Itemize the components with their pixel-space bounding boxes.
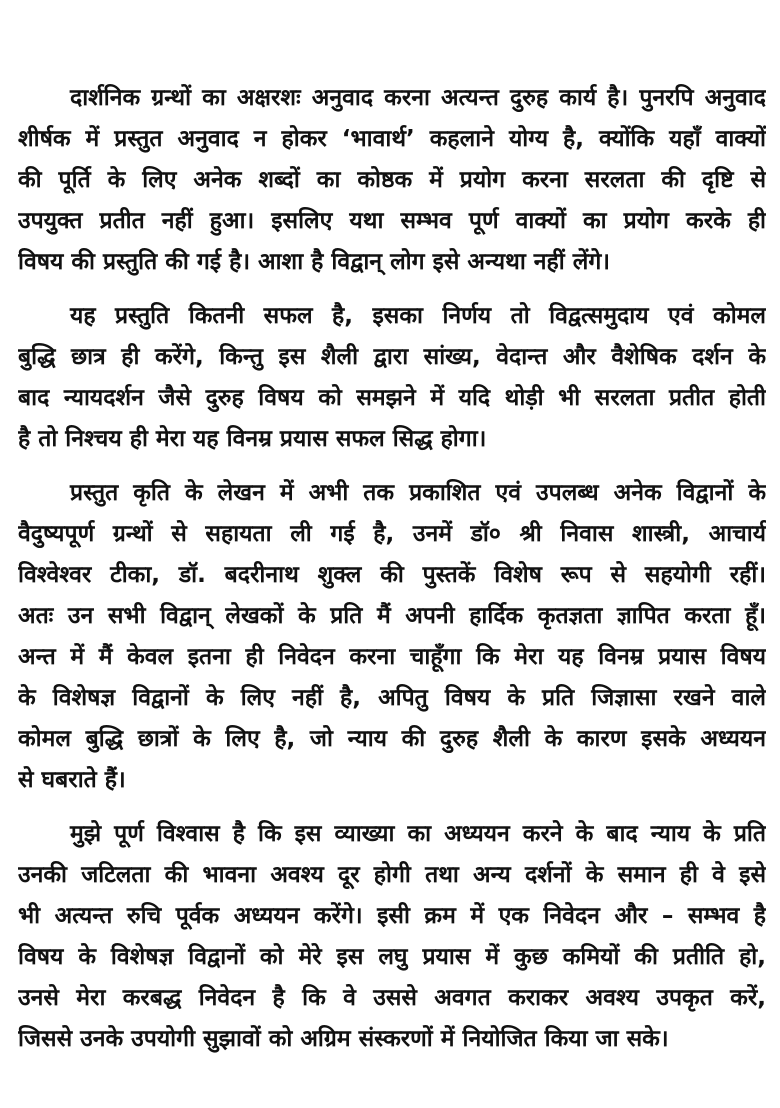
text-line: विश्वेश्वर टीका, डॉ. बदरीनाथ शुक्ल की पुस्तकें विशेष रूप से सहयोगी रहीं। (18, 562, 766, 588)
paragraph-2 (18, 296, 766, 460)
text-line: के विशेषज्ञ विद्वानों के लिए नहीं है, अपितु विषय के प्रति जिज्ञासा रखने वाले (18, 685, 766, 711)
text-line: की पूर्ति के लिए अनेक शब्दों का कोष्ठक में प्रयोग करना सरलता की दृष्टि से (18, 167, 766, 193)
text-line: शीर्षक में प्रस्तुत अनुवाद न होकर ‘भावार्थ’ कहलाने योग्य है, क्योंकि यहाँ वाक्यों (18, 126, 766, 152)
text-line: कोमल बुद्धि छात्रों के लिए है, जो न्याय की दुरुह शैली के कारण इसके अध्ययन (18, 726, 766, 752)
text-line: उनसे मेरा करबद्ध निवेदन है कि वे उससे अवगत कराकर अवश्य उपकृत करें, (18, 985, 766, 1011)
text-line: प्रस्तुत कृति के लेखन में अभी तक प्रकाशित एवं उपलब्ध अनेक विद्वानों के (70, 480, 766, 506)
text-line: दार्शनिक ग्रन्थों का अक्षरशः अनुवाद करना अत्यन्त दुरुह कार्य है। पुनरपि अनुवाद (70, 85, 766, 111)
text-line: उनकी जटिलता की भावना अवश्य दूर होगी तथा अन्य दर्शनों के समान ही वे इसे (18, 862, 766, 888)
text-line: विषय की प्रस्तुति की गई है। आशा है विद्वान् लोग इसे अन्यथा नहीं लेंगे। (18, 249, 610, 275)
paragraph-4 (18, 814, 766, 1060)
text-line: उपयुक्त प्रतीत नहीं हुआ। इसलिए यथा सम्भव पूर्ण वाक्यों का प्रयोग करके ही (18, 208, 766, 234)
text-line: अतः उन सभी विद्वान् लेखकों के प्रति मैं अपनी हार्दिक कृतज्ञता ज्ञापित करता हूँ। (18, 603, 766, 629)
text-line: है तो निश्चय ही मेरा यह विनम्र प्रयास सफल सिद्ध होगा। (18, 426, 487, 452)
text-line: वैदुष्यपूर्ण ग्रन्थों से सहायता ली गई है, उनमें डॉ० श्री निवास शास्त्री, आचार्य (18, 521, 766, 547)
document-page (18, 78, 766, 1073)
text-line: से घबराते हैं। (18, 767, 126, 793)
text-line: बुद्धि छात्र ही करेंगे, किन्तु इस शैली द्वारा सांख्य, वेदान्त और वैशेषिक दर्शन के (18, 344, 766, 370)
text-line: मुझे पूर्ण विश्वास है कि इस व्याख्या का अध्ययन करने के बाद न्याय के प्रति (70, 821, 766, 847)
text-line: अन्त में मैं केवल इतना ही निवेदन करना चाहूँगा कि मेरा यह विनम्र प्रयास विषय (18, 644, 766, 670)
text-line: विषय के विशेषज्ञ विद्वानों को मेरे इस लघु प्रयास में कुछ कमियों की प्रतीति हो, (18, 944, 766, 970)
paragraph-3 (18, 473, 766, 801)
text-line: यह प्रस्तुति कितनी सफल है, इसका निर्णय तो विद्वत्समुदाय एवं कोमल (70, 303, 766, 329)
text-line: जिससे उनके उपयोगी सुझावों को अग्रिम संस्करणों में नियोजित किया जा सके। (18, 1026, 669, 1052)
paragraph-1 (18, 78, 766, 283)
text-line: भी अत्यन्त रुचि पूर्वक अध्ययन करेंगे। इसी क्रम में एक निवेदन और – सम्भव है (18, 903, 766, 929)
text-line: बाद न्यायदर्शन जैसे दुरुह विषय को समझने में यदि थोड़ी भी सरलता प्रतीत होती (18, 385, 766, 411)
